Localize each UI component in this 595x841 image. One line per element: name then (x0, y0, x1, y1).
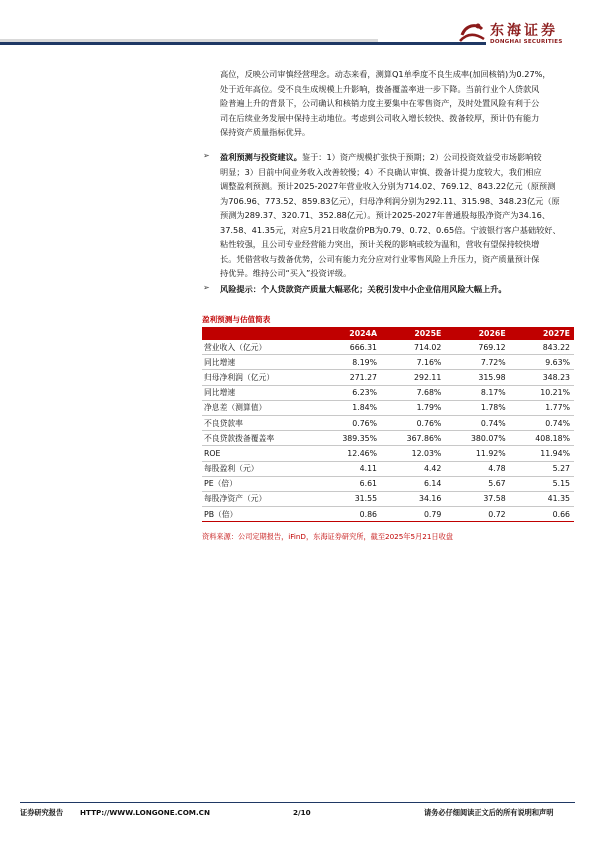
table-cell: 0.74% (510, 415, 574, 430)
table-row (202, 400, 574, 415)
table-cell: 5.15 (510, 476, 574, 491)
intro-paragraph (220, 67, 574, 140)
row-label: 营业收入（亿元） (202, 340, 317, 355)
text-line: 为706.96、773.52、859.83亿元），归母净利润分别为292.11、315.98、348.23亿元（原 (220, 195, 560, 206)
table-cell: 714.02 (381, 340, 445, 355)
table-cell: 389.35% (317, 431, 381, 446)
table-cell: 666.31 (317, 340, 381, 355)
table-cell: 12.46% (317, 446, 381, 461)
table-cell: 843.22 (510, 340, 574, 355)
table-cell: 1.79% (381, 400, 445, 415)
table-cell: 7.16% (381, 355, 445, 370)
footer-report-type: 证券研究报告 (20, 808, 64, 817)
row-label: 同比增速 (202, 355, 317, 370)
row-label: PE（倍） (202, 476, 317, 491)
table-cell: 11.92% (445, 446, 509, 461)
row-label: 净息差（测算值） (202, 400, 317, 415)
table-source-note: 资料来源：公司定期报告，iFinD，东海证券研究所，截至2025年5月21日收盘 (202, 532, 453, 541)
table-cell: 0.74% (445, 415, 509, 430)
text-line: 处于近年高位。受不良生成规模上升影响，拨备覆盖率进一步下降。当前行业个人贷款风 (220, 83, 540, 94)
risk-text: 个人贷款资产质量大幅恶化；关税引发中小企业信用风险大幅上升。 (260, 284, 507, 294)
table-cell: 292.11 (381, 370, 445, 385)
row-label: PB（倍） (202, 507, 317, 522)
bullet-arrow-icon: ➢ (203, 283, 210, 292)
text-line: 司在后续业务发展中保持主动地位。考虑到公司收入增长较快、拨备较厚，预计仍有能力 (220, 112, 540, 123)
table-cell: 34.16 (381, 491, 445, 506)
table-row (202, 415, 574, 430)
column-header: 2025E (381, 327, 445, 340)
text-line: 预测为289.37、320.71、352.88亿元）。预计2025-2027年普通股每股净资产为34.16、 (220, 210, 551, 220)
forecast-heading: 盈利预测与投资建议。 (220, 152, 302, 162)
text-line: 调整盈利预测。预计2025-2027年营业收入分别为714.02、769.12、843.22亿元（原预测 (220, 181, 556, 191)
table-cell: 10.21% (510, 385, 574, 400)
table-row (202, 491, 574, 506)
forecast-paragraph (220, 150, 574, 281)
table-cell: 12.03% (381, 446, 445, 461)
company-logo (458, 19, 578, 49)
table-row (202, 446, 574, 461)
table-cell: 0.86 (317, 507, 381, 522)
forecast-valuation-table (202, 327, 574, 522)
table-cell: 1.78% (445, 400, 509, 415)
risk-paragraph (220, 282, 574, 297)
table-cell: 1.77% (510, 400, 574, 415)
table-cell: 0.76% (381, 415, 445, 430)
footer-divider (20, 802, 575, 803)
row-label: 同比增速 (202, 385, 317, 400)
column-header: 2024A (317, 327, 381, 340)
table-row (202, 507, 574, 522)
table-cell: 5.67 (445, 476, 509, 491)
row-label: 归母净利润（亿元） (202, 370, 317, 385)
table-row (202, 476, 574, 491)
text-line: 鉴于：1）资产规模扩张快于预期；2）公司投资效益受市场影响较 (301, 152, 542, 162)
table-row (202, 431, 574, 446)
table-cell: 4.11 (317, 461, 381, 476)
text-line: 持优异。维持公司“买入”投资评级。 (220, 268, 352, 278)
header-navy-stripe (0, 42, 486, 45)
text-line: 高位，反映公司审慎经营理念。动态来看，测算Q1单季度不良生成率(加回核销)为0.27%， (220, 69, 551, 79)
table-cell: 6.61 (317, 476, 381, 491)
table-cell: 7.72% (445, 355, 509, 370)
bullet-arrow-icon: ➢ (203, 151, 210, 160)
table-title: 盈利预测与估值简表 (202, 315, 271, 324)
row-label: 不良贷款拨备覆盖率 (202, 431, 317, 446)
table-cell: 408.18% (510, 431, 574, 446)
footer-page-number: 2/10 (293, 808, 311, 817)
table-cell: 6.23% (317, 385, 381, 400)
table-row (202, 340, 574, 355)
table-cell: 8.17% (445, 385, 509, 400)
footer-disclaimer: 请务必仔细阅读正文后的所有说明和声明 (424, 808, 554, 817)
table-cell: 271.27 (317, 370, 381, 385)
table-row (202, 355, 574, 370)
table-cell: 367.86% (381, 431, 445, 446)
table-cell: 315.98 (445, 370, 509, 385)
row-label: ROE (202, 446, 317, 461)
table-cell: 31.55 (317, 491, 381, 506)
table-row (202, 461, 574, 476)
table-cell: 41.35 (510, 491, 574, 506)
table-cell: 1.84% (317, 400, 381, 415)
text-line: 明显；3）目前中间业务收入改善较慢；4）不良确认审慎、拨备计提力度较大，我们相应 (220, 166, 542, 177)
table-row (202, 385, 574, 400)
text-line: 粘性较强，且公司专业经营能力突出，预计关税的影响或较为温和，营收有望保持较快增 (220, 239, 540, 249)
row-label: 每股盈利（元） (202, 461, 317, 476)
risk-heading: 风险提示： (220, 284, 261, 294)
column-header (202, 327, 317, 340)
table-cell: 4.78 (445, 461, 509, 476)
logo-chinese-name: 东海证券 (490, 23, 558, 39)
text-line: 37.58、41.35元，对应5月21日收盘价PB为0.79、0.72、0.65倍。宁波银行客户基础较好、 (220, 224, 561, 235)
row-label: 每股净资产（元） (202, 491, 317, 506)
text-line: 保持资产质量指标优异。 (220, 127, 311, 137)
footer-website-link[interactable]: HTTP://WWW.LONGONE.COM.CN (80, 808, 210, 817)
table-cell: 0.76% (317, 415, 381, 430)
table-cell: 0.79 (381, 507, 445, 522)
table-cell: 0.72 (445, 507, 509, 522)
table-cell: 380.07% (445, 431, 509, 446)
table-cell: 7.68% (381, 385, 445, 400)
row-label: 不良贷款率 (202, 415, 317, 430)
table-row (202, 370, 574, 385)
table-cell: 348.23 (510, 370, 574, 385)
table-cell: 4.42 (381, 461, 445, 476)
table-cell: 6.14 (381, 476, 445, 491)
logo-english-name: DONGHAI SECURITIES (490, 39, 563, 45)
column-header: 2027E (510, 327, 574, 340)
wave-logo-icon (458, 19, 486, 47)
table-cell: 769.12 (445, 340, 509, 355)
table-cell: 37.58 (445, 491, 509, 506)
table-header-row (202, 327, 574, 340)
table-cell: 9.63% (510, 355, 574, 370)
table-cell: 11.94% (510, 446, 574, 461)
table-cell: 5.27 (510, 461, 574, 476)
table-cell: 0.66 (510, 507, 574, 522)
column-header: 2026E (445, 327, 509, 340)
text-line: 长。凭借营收与拨备优势，公司有能力充分应对行业零售风险上升压力，资产质量预计保 (220, 253, 540, 264)
table-cell: 8.19% (317, 355, 381, 370)
text-line: 险普遍上升的背景下，公司确认和核销力度主要集中在零售资产，及时处置风险有利于公 (220, 98, 540, 108)
